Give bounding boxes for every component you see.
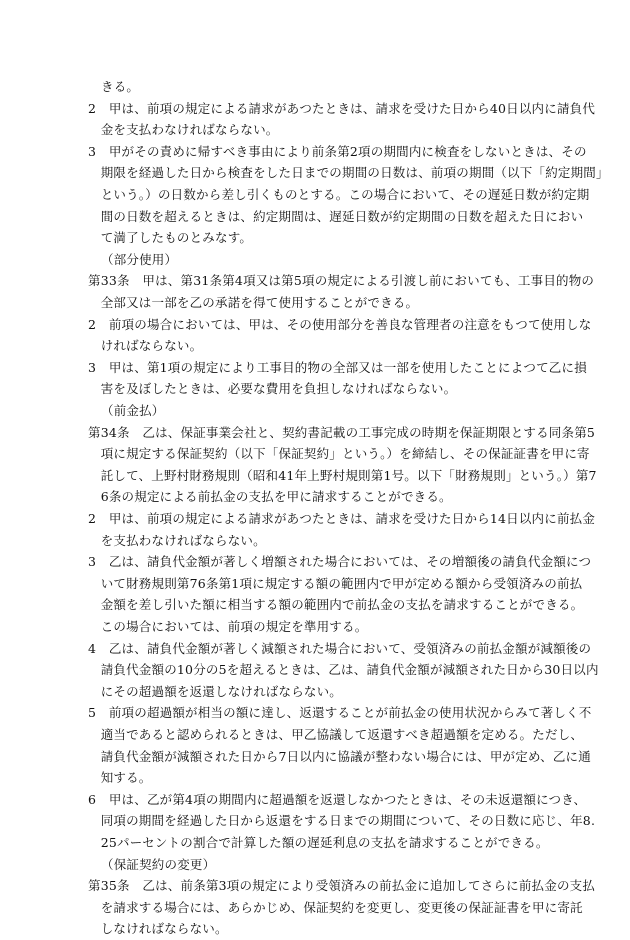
text-line: 3 乙は、請負代金額が著しく増額された場合においては、その増額後の請負代金額につ <box>88 554 592 570</box>
text-line: 知する。 <box>88 770 152 786</box>
text-line: 金を支払わなければならない。 <box>88 122 279 138</box>
text-line: 3 甲がその責めに帰すべき事由により前条第2項の期間内に検査をしないときは、その <box>88 143 587 159</box>
article-paragraph <box>88 422 597 508</box>
text-line: きる。 <box>101 79 140 94</box>
article-paragraph <box>88 875 595 940</box>
text-line: 3 甲は、第1項の規定により工事目的物の全部又は一部を使用したことによつて乙に損 <box>88 359 587 375</box>
text-line: 2 前項の場合においては、甲は、その使用部分を善良な管理者の注意をもつて使用しな <box>88 316 592 332</box>
text-line: という。）の日数から差し引くものとする。この場合において、その遅延日数が約定期 <box>88 186 590 202</box>
text-line: 全部又は一部を乙の承諾を得て使用することができる。 <box>88 294 419 310</box>
text-line: （前金払） <box>101 403 165 418</box>
text-line: 請負代金額が減額された日から7日以内に協議が整わない場合には、甲が定め、乙に通 <box>88 748 591 764</box>
clause-paragraph <box>88 508 595 551</box>
text-line: 5 前項の超過額が相当の額に達し、返還することが前払金の使用状況からみて著しく不 <box>88 705 592 721</box>
text-line: て満了したものとみなす。 <box>88 230 253 246</box>
clause-paragraph <box>88 702 591 788</box>
text-line: いて財務規則第76条第1項に規定する額の範囲内で甲が定める額から受領済みの前払 <box>88 575 583 591</box>
clause-paragraph <box>88 551 591 637</box>
text-line: 第34条 乙は、保証事業会社と、契約書記載の工事完成の時期を保証期限とする同条第5 <box>88 424 596 440</box>
text-line: 託して、上野村財務規則（昭和41年上野村規則第1号。以下「財務規則」という。）第7 <box>88 467 597 483</box>
section-heading <box>88 854 215 876</box>
text-line: 2 甲は、前項の規定による請求があつたときは、請求を受けた日から14日以内に前払金 <box>88 511 596 526</box>
section-heading <box>88 400 165 422</box>
text-line: 6 甲は、乙が第4項の期間内に超過額を返還しなかつたときは、その未返還額につき、 <box>88 791 587 807</box>
text-line: ければならない。 <box>88 338 203 354</box>
text-line: にその超過額を返還しなければならない。 <box>88 683 343 699</box>
text-line: 金額を差し引いた額に相当する額の範囲内で前払金の支払を請求することができる。 <box>88 597 584 613</box>
section-heading <box>88 249 177 271</box>
text-line: 6条の規定による前払金の支払を甲に請求することができる。 <box>88 489 452 505</box>
text-line: 4 乙は、請負代金額が著しく減額された場合において、受領済みの前払金額が減額後の <box>88 640 592 656</box>
text-line: を支払わなければならない。 <box>88 532 266 548</box>
text-line: 請負代金額の10分の5を超えるときは、乙は、請負代金額が減額された日から30日以内 <box>88 662 599 678</box>
text-line: 間の日数を超えるときは、約定期間は、遅延日数が約定期間の日数を超えた日におい <box>88 208 584 224</box>
article-paragraph <box>88 270 594 313</box>
text-line: （保証契約の変更） <box>101 856 216 872</box>
text-line: しなければならない。 <box>88 921 228 937</box>
clause-paragraph <box>88 789 595 854</box>
text-line: 項に規定する保証契約（以下「保証契約」という。）を締結し、その保証証書を甲に寄 <box>88 446 590 462</box>
text-line: （部分使用） <box>101 251 178 267</box>
text-line: この場合においては、前項の規定を準用する。 <box>88 618 368 634</box>
clause-paragraph <box>88 141 609 249</box>
text-line: 適当であると認められるときは、甲乙協議して返還すべき超過額を定める。ただし、 <box>88 726 584 742</box>
text-line: 害を及ぼしたときは、必要な費用を負担しなければならない。 <box>88 381 457 397</box>
continued-text <box>88 76 139 98</box>
text-line: を請求する場合には、あらかじめ、保証契約を変更し、変更後の保証証書を甲に寄託 <box>88 899 583 915</box>
text-line: 2 甲は、前項の規定による請求があつたときは、請求を受けた日から40日以内に請負代 <box>88 100 596 116</box>
clause-paragraph <box>88 98 595 141</box>
text-line: 第35条 乙は、前条第3項の規定により受領済みの前払金に追加してさらに前払金の支払 <box>88 878 596 894</box>
text-line: 同項の期間を経過した日から返還をする日までの期間について、その日数に応じ、年8. <box>88 813 596 829</box>
text-line: 期限を経過した日から検査をした日までの期間の日数は、前項の期間（以下「約定期間」 <box>88 165 609 181</box>
text-line: 25パーセントの割合で計算した額の遅延利息の支払を請求することができる。 <box>88 834 549 850</box>
clause-paragraph <box>88 357 587 400</box>
clause-paragraph <box>88 314 591 357</box>
clause-paragraph <box>88 638 599 703</box>
text-line: 第33条 甲は、第31条第4項又は第5項の規定による引渡し前においても、工事目的物の <box>88 273 595 289</box>
